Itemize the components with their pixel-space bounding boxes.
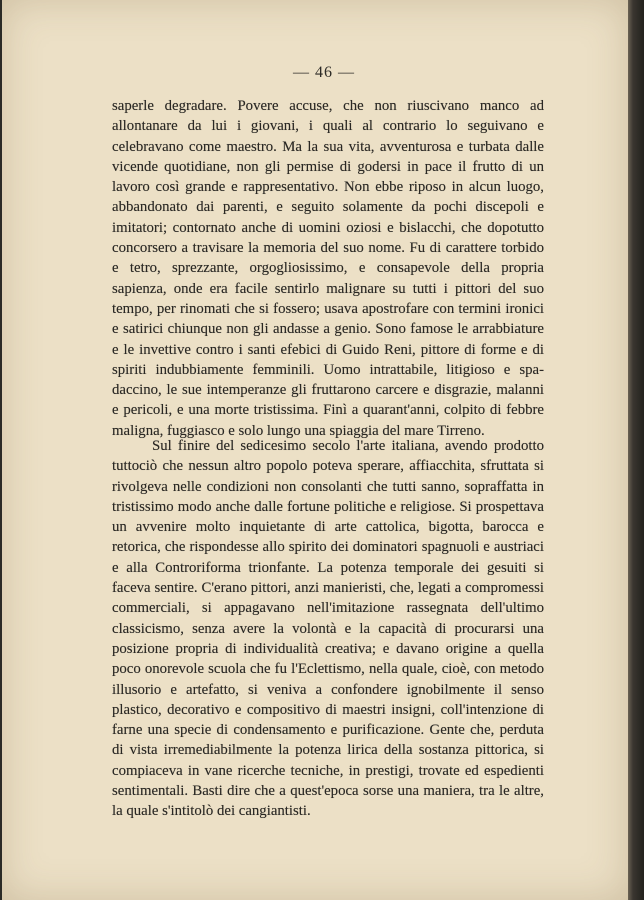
book-page: [2, 0, 628, 900]
page-number: — 46 —: [293, 64, 355, 81]
paragraph-caravaggio-life: saperle degradare. Povere accuse, che non riuscivano manco ad allontanare da lui i giovani, i quali al contrario lo seguivano e celebravano come maestro. Ma la sua vita, avventurosa e turbata dalle vicende quotidiane, non gli permise di godersi in pace il frutto di un lavoro così grande e rappresentativo. Non ebbe riposo in alcun luogo, abbandonato dai parenti, e seguito solamente da pochi discepoli e imitatori; contornato anche di uomini oziosi e bislacchi, che dopotutto concorsero a travisare la memoria del suo nome. Fu di carattere torbido e tetro, sprezzante, orgogliosissimo, e consapevole della propria sapienza, onde era facile sentirlo malignare su tutti i pittori del suo tempo, per rinomati che si fossero; usava apostrofare con termini ironici e satirici chiunque non gli andasse a genio. Sono famose le arrabbiature e le invettive contro i santi efebici di Guido Reni, pittore di forme e di spiriti indubbiamente femminili. Uomo intrattabile, litigioso e spadaccino, le sue intemperanze gli fruttarono carcere e disgrazie, malanni e pericoli, e una morte tristissima. Finì a quarant'anni, colpito di febbre maligna, fuggiasco e solo lungo una spiaggia del mare Tirreno.: [112, 98, 544, 439]
paragraph-late-sixteenth-century: Sul finire del sedicesimo secolo l'arte italiana, avendo prodotto tuttociò che nessun altro popolo poteva sperare, affiacchita, sfruttata si rivolgeva nelle condizioni non consolanti che tutti sanno, sopraffatta in tristissimo modo anche dalle fortune politiche e religiose. Si prospettava un avvenire molto inquietante di arte cattolica, bigotta, barocca e retorica, che rispondesse allo spirito dei dominatori spagnuoli e austriaci e alla Controriforma trionfante. La potenza temporale dei gesuiti si faceva sentire. C'erano pittori, anzi manieristi, che, legati a compromessi commerciali, si appagavano nell'imitazione rassegnata dell'ultimo classicismo, senza avere la volontà e la capacità di procurarsi una posizione propria di individualità creativa; e davano origine a quella poco onorevole scuola che fu l'Eclettismo, nella quale, cioè, con metodo illusorio e artefatto, si veniva a confondere ignobilmente il senso plastico, decorativo e compositivo di maestri insigni, coll'intenzione di farne una specie di condensamento e purificazione. Gente che, perduta di vista irremediabilmente la potenza lirica della sostanza pittorica, si compiaceva in vane ricerche tecniche, in prestigi, trovate ed espedienti sentimentali. Basti dire che a quest'epoca sorse una maniera, tra le altre, la quale s'intitolò dei cangiantisti.: [112, 438, 544, 820]
page-edge-shadow: [628, 0, 644, 900]
